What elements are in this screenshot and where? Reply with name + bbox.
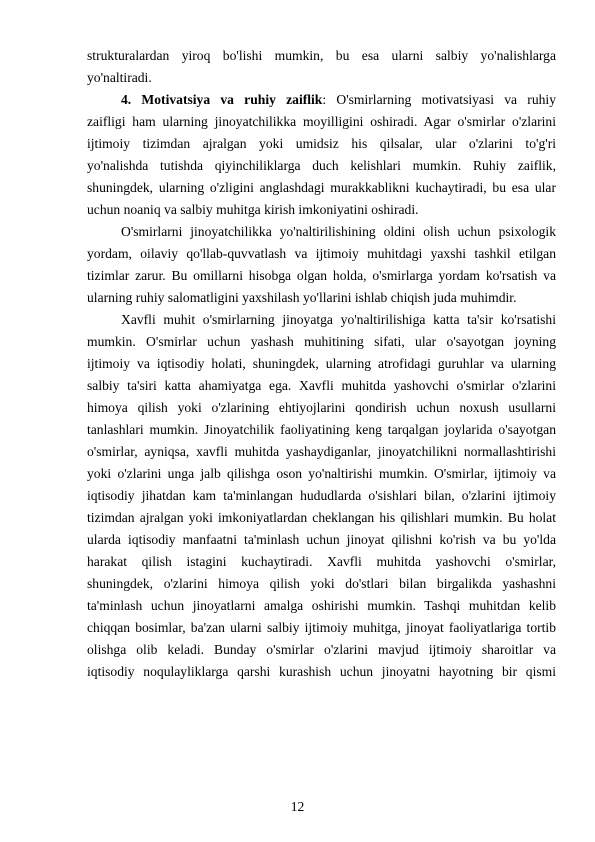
paragraph-line: tizimdan ajralgan yoki imkoniyatlardan cheklangan his qilishlari mumkin. Bu holat [87, 510, 556, 525]
paragraph-line: salbiy ta'siri katta ahamiyatga ega. Xavfli muhitda yashovchi o'smirlar o'zlarini [87, 378, 556, 393]
paragraph-line: strukturalardan yiroq bo'lishi mumkin, bu esa ularni salbiy yo'nalishlarga [87, 48, 556, 63]
section-heading: 4. Motivatsiya va ruhiy zaiflik [121, 92, 323, 107]
paragraph-line: iqtisodiy jihatdan kam ta'minlangan hududlarda o'sishlari bilan, o'zlarini ijtimoiy [87, 488, 556, 503]
paragraph-line: iqtisodiy noqulayliklarga qarshi kurashish uchun jinoyatni hayotning bir qismi [87, 664, 556, 679]
paragraph-line: ijtimoiy tizimdan ajralgan yoki umidsiz his qilsalar, ular o'zlarini to'g'ri [87, 136, 556, 151]
paragraph-line: yoki o'zlarini unga jalb qilishga oson yo'naltirishi mumkin. O'smirlar, ijtimoiy va [87, 466, 556, 481]
paragraph-line: yordam, oilaviy qo'llab-quvvatlash va ijtimoiy muhitdagi yaxshi tashkil etilgan [87, 246, 556, 261]
paragraph-line: o'smirlar, ayniqsa, xavfli muhitda yashaydiganlar, jinoyatchilikni normallashtirishi [87, 444, 556, 459]
paragraph-line: ta'minlash uchun jinoyatlarni amalga oshirishi mumkin. Tashqi muhitdan kelib [87, 598, 556, 613]
section-heading-line [121, 89, 556, 111]
paragraph-line: olishga olib keladi. Bunday o'smirlar o'zlarini mavjud ijtimoiy sharoitlar va [87, 642, 556, 657]
paragraph-line: uchun noaniq va salbiy muhitga kirish imkoniyatini oshiradi. [87, 202, 419, 217]
paragraph-first-line: O'smirlarni jinoyatchilikka yo'naltirilishining oldini olish uchun psixologik [121, 224, 556, 239]
paragraph-line: zaifligi ham ularning jinoyatchilikka moyilligini oshiradi. Agar o'smirlar o'zlarini [87, 114, 556, 129]
paragraph-line: tizimlar zarur. Bu omillarni hisobga olgan holda, o'smirlarga yordam ko'rsatish va [87, 268, 556, 283]
page-number: 12 [290, 799, 305, 814]
paragraph-line: himoya qilish yoki o'zlarining ehtiyojlarini qondirish uchun noxush usullarni [87, 400, 556, 415]
paragraph-line: shuningdek, o'zlarini himoya qilish yoki do'stlari bilan birgalikda yashashni [87, 576, 556, 591]
paragraph-line: ijtimoiy va iqtisodiy holati, shuningdek, ularning atrofidagi guruhlar va ularning [87, 356, 556, 371]
paragraph-line: harakat qilish istagini kuchaytiradi. Xavfli muhitda yashovchi o'smirlar, [87, 554, 556, 569]
paragraph-line: shuningdek, ularning o'zligini anglashdagi murakkablikni kuchaytiradi, bu esa ular [87, 180, 556, 195]
paragraph-line: tanlashlari mumkin. Jinoyatchilik faoliyatining keng tarqalgan joylarida o'sayotgan [87, 422, 556, 437]
paragraph-line: mumkin. O'smirlar uchun yashash muhitining sifati, ular o'sayotgan joyning [87, 334, 556, 349]
paragraph-first-line: Xavfli muhit o'smirlarning jinoyatga yo'naltirilishiga katta ta'sir ko'rsatishi [121, 312, 556, 327]
paragraph-line: yo'nalishda tutishda qiyinchiliklarga duch kelishlari mumkin. Ruhiy zaiflik, [87, 158, 556, 173]
paragraph-line: yo'naltiradi. [87, 70, 152, 85]
paragraph-line: ularda iqtisodiy manfaatni ta'minlash uchun jinoyat qilishni ko'rish va bu yo'lda [87, 532, 556, 547]
section-heading-continuation: : O'smirlarning motivatsiyasi va ruhiy [322, 92, 556, 107]
paragraph-line: ularning ruhiy salomatligini yaxshilash yo'llarini ishlab chiqish juda muhimdir. [87, 290, 517, 305]
paragraph-line: chiqqan bosimlar, ba'zan ularni salbiy ijtimoiy muhitga, jinoyat faoliyatlariga tortib [87, 620, 556, 635]
